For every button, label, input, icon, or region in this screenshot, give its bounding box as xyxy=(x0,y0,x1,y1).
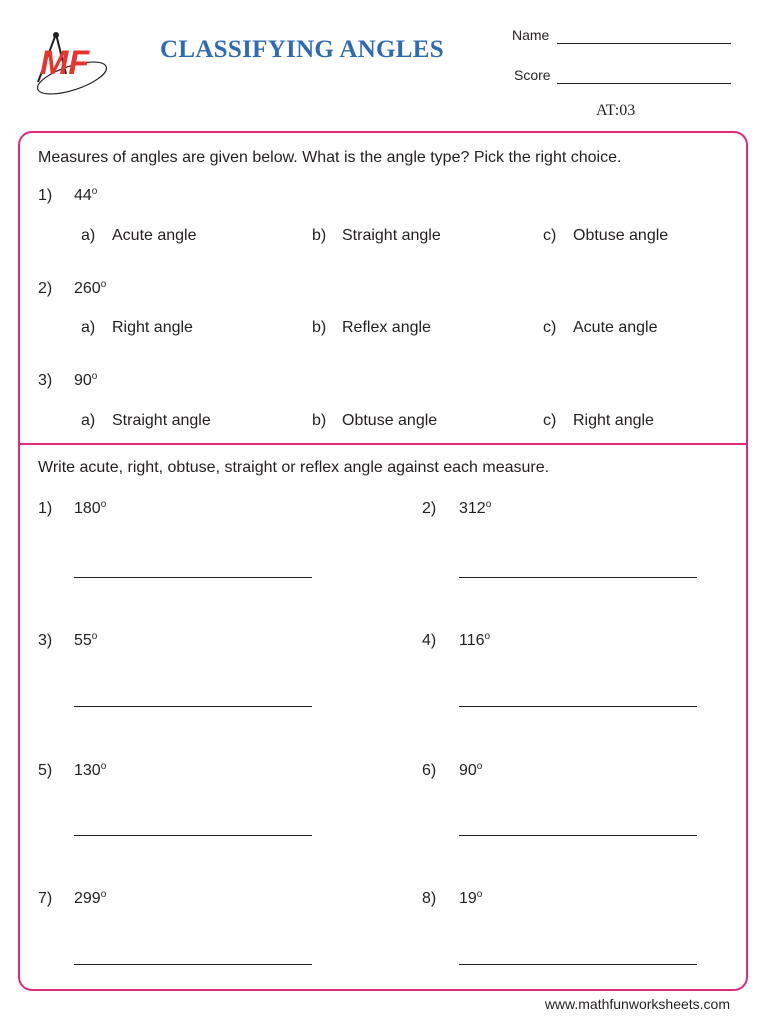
item-measure: 312$^o$ xyxy=(459,499,492,517)
answer-line[interactable] xyxy=(74,835,312,836)
option-text[interactable]: Obtuse angle xyxy=(573,227,669,244)
answer-line[interactable] xyxy=(74,577,312,578)
item-number: 7) xyxy=(38,890,53,907)
item-measure: 116$^o$ xyxy=(459,631,491,649)
option-text[interactable]: Right angle xyxy=(573,412,654,429)
answer-line[interactable] xyxy=(74,706,312,707)
option-letter: c) xyxy=(543,227,557,244)
item-measure: 55$^o$ xyxy=(74,631,98,649)
item-number: 4) xyxy=(422,632,437,649)
name-label: Name xyxy=(512,27,550,43)
option-text[interactable]: Straight angle xyxy=(112,412,211,429)
item-number: 8) xyxy=(422,890,437,907)
item-measure: 90$^o$ xyxy=(459,761,483,779)
item-measure: 19$^o$ xyxy=(459,889,483,907)
page-title: CLASSIFYING ANGLES xyxy=(160,36,444,63)
option-letter: b) xyxy=(312,412,327,429)
name-line[interactable] xyxy=(557,43,731,44)
worksheet-code: AT:03 xyxy=(596,102,636,119)
logo-text: MF xyxy=(40,44,90,82)
option-letter: a) xyxy=(81,227,96,244)
question-number: 2) xyxy=(38,280,53,297)
section2-instruction: Write acute, right, obtuse, straight or reflex angle against each measure. xyxy=(38,459,550,476)
answer-line[interactable] xyxy=(74,964,312,965)
answer-line[interactable] xyxy=(459,835,697,836)
item-number: 1) xyxy=(38,500,53,517)
footer-website[interactable]: www.mathfunworksheets.com xyxy=(544,996,730,1012)
option-text[interactable]: Right angle xyxy=(112,319,193,336)
option-text[interactable]: Acute angle xyxy=(573,319,658,336)
mathfun-logo xyxy=(32,30,114,102)
score-line[interactable] xyxy=(557,83,731,84)
worksheet-frame xyxy=(18,131,748,991)
item-number: 3) xyxy=(38,632,53,649)
item-measure: 180$^o$ xyxy=(74,499,107,517)
option-text[interactable]: Acute angle xyxy=(112,227,197,244)
item-number: 5) xyxy=(38,762,53,779)
question-number: 1) xyxy=(38,187,53,204)
item-number: 2) xyxy=(422,500,437,517)
option-letter: c) xyxy=(543,412,557,429)
option-letter: c) xyxy=(543,319,557,336)
option-text[interactable]: Reflex angle xyxy=(342,319,431,336)
question-number: 3) xyxy=(38,372,53,389)
answer-line[interactable] xyxy=(459,964,697,965)
question-measure: 44$^o$ xyxy=(74,186,98,204)
section1-instruction: Measures of angles are given below. What is the angle type? Pick the right choice. xyxy=(38,149,622,166)
option-letter: b) xyxy=(312,227,327,244)
score-label: Score xyxy=(514,67,551,83)
answer-line[interactable] xyxy=(459,577,697,578)
option-text[interactable]: Obtuse angle xyxy=(342,412,438,429)
question-measure: 260$^o$ xyxy=(74,279,107,297)
option-letter: a) xyxy=(81,319,96,336)
item-measure: 130$^o$ xyxy=(74,761,107,779)
option-text[interactable]: Straight angle xyxy=(342,227,441,244)
section-divider xyxy=(18,443,748,445)
option-letter: a) xyxy=(81,412,96,429)
item-number: 6) xyxy=(422,762,437,779)
option-letter: b) xyxy=(312,319,327,336)
answer-line[interactable] xyxy=(459,706,697,707)
item-measure: 299$^o$ xyxy=(74,889,107,907)
question-measure: 90$^o$ xyxy=(74,371,98,389)
